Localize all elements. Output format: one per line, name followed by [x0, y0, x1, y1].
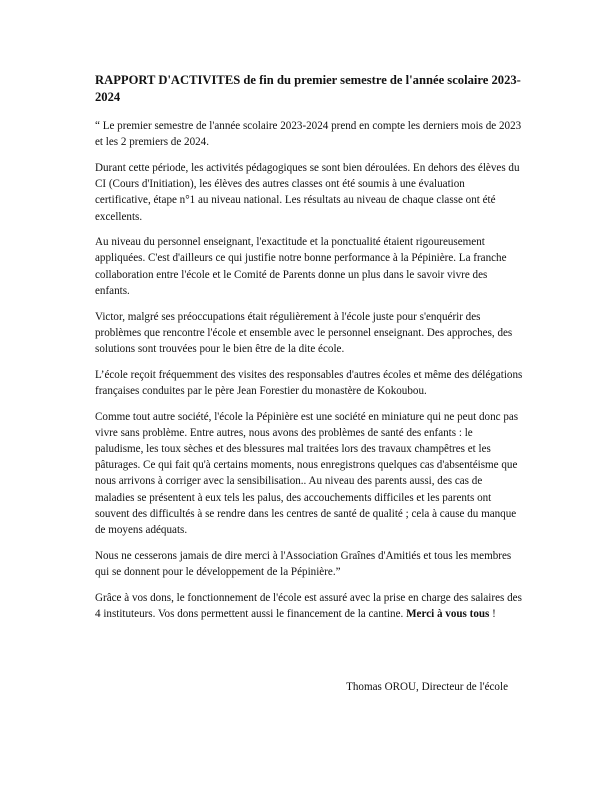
merci-bold-text: Merci à vous tous — [406, 607, 490, 620]
document-body — [95, 72, 523, 693]
paragraph-problems: Comme tout autre société, l'école la Pépinière est une société en miniature qui ne peut donc pas vivre sans problème. Entre autres, nous avons des problèmes de santé des enfants : le paludisme, les toux sèches et des blessures mal traitées lors des travaux champêtres et les pâturages. Ce qui fait qu'à certains moments, nous enregistrons quelques cas d'absentéisme que nous arrivons à corriger avec la sensibilisation.. Au niveau des parents aussi, des cas de maladies se présentent à eux tels les palus, des accouchements difficiles et les parents ont souvent des difficultés à se rendre dans les centres de santé de qualité ; cela à cause du manque de moyens adéquats. — [95, 410, 519, 536]
document-title: RAPPORT D'ACTIVITES de fin du premier semestre de l'année scolaire 2023-2024 — [95, 73, 521, 104]
paragraph-thanks: Nous ne cesserons jamais de dire merci à l'Association Graînes d'Amitiés et tous les membres qui se donnent pour le développement de la Pépinière.” — [95, 549, 512, 578]
signature: Thomas OROU, Directeur de l'école — [346, 681, 508, 693]
donations-suffix: ! — [489, 607, 496, 620]
paragraph-teaching-staff: Au niveau du personnel enseignant, l'exactitude et la ponctualité étaient rigoureusement appliquées. C'est d'ailleurs ce qui justifie notre bonne performance à la Pépinière. La franche collaboration entre l'école et le Comité de Parents donne un plus dans le savoir vivre des enfants. — [95, 236, 507, 297]
paragraph-intro: “ Le premier semestre de l'année scolaire 2023-2024 prend en compte les derniers mois de 2023 et les 2 premiers de 2024. — [95, 120, 522, 149]
paragraph-donations — [95, 590, 523, 622]
paragraph-activities: Durant cette période, les activités pédagogiques se sont bien déroulées. En dehors des élèves du CI (Cours d'Initiation), les élèves des autres classes ont été soumis à une évaluation certificative, étape n°1 au niveau national. Les résultats au niveau de chaque classe ont été excellents. — [95, 161, 520, 223]
paragraph-victor: Victor, malgré ses préoccupations était régulièrement à l'école juste pour s'enquérir des problèmes que rencontre l'école et ensemble avec le personnel enseignant. Des approches, des solutions sont trouvées pour le bien être de la dite école. — [95, 310, 513, 355]
donations-text: Grâce à vos dons, le fonctionnement de l'école est assuré avec la prise en charge des salaires des 4 instituteurs. Vos dons permettent aussi le financement de la cantine. — [95, 591, 522, 620]
paragraph-visits: L’école reçoit fréquemment des visites des responsables d'autres écoles et même des délégations françaises conduites par le père Jean Forestier du monastère de Kokoubou. — [95, 368, 523, 397]
